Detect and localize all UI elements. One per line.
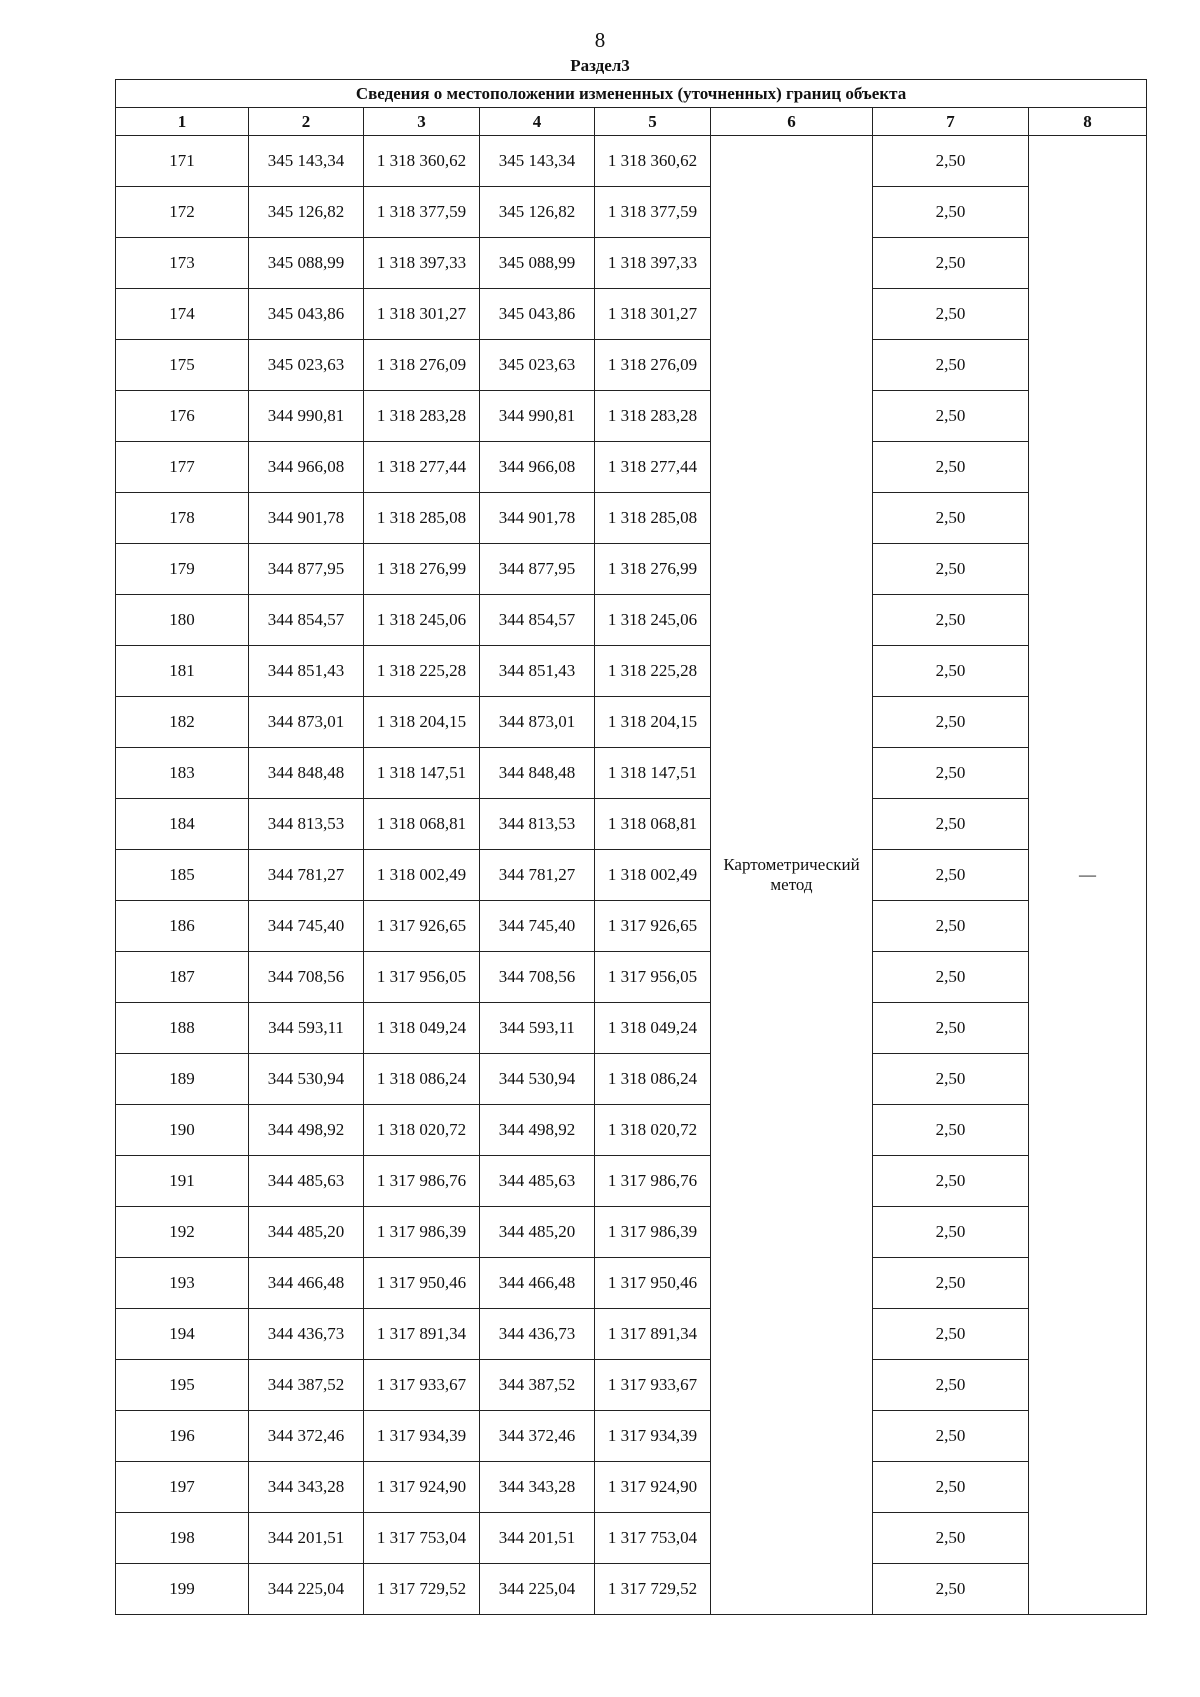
x-old-cell: 344 745,40 (249, 901, 364, 952)
y-new-cell: 1 318 283,28 (595, 391, 711, 442)
point-number-cell: 183 (116, 748, 249, 799)
accuracy-cell: 2,50 (873, 544, 1029, 595)
x-new-cell: 344 201,51 (480, 1513, 595, 1564)
x-new-cell: 344 966,08 (480, 442, 595, 493)
x-old-cell: 344 873,01 (249, 697, 364, 748)
x-new-cell: 344 498,92 (480, 1105, 595, 1156)
y-old-cell: 1 318 002,49 (364, 850, 480, 901)
table-row (116, 340, 1147, 391)
y-new-cell: 1 317 933,67 (595, 1360, 711, 1411)
column-number-3: 3 (364, 108, 480, 136)
y-new-cell: 1 318 086,24 (595, 1054, 711, 1105)
table-row (116, 850, 1147, 901)
x-old-cell: 344 990,81 (249, 391, 364, 442)
accuracy-cell: 2,50 (873, 1360, 1029, 1411)
x-old-cell: 344 343,28 (249, 1462, 364, 1513)
y-old-cell: 1 317 933,67 (364, 1360, 480, 1411)
table-row (116, 1564, 1147, 1615)
column-number-5: 5 (595, 108, 711, 136)
x-old-cell: 345 088,99 (249, 238, 364, 289)
accuracy-cell: 2,50 (873, 391, 1029, 442)
accuracy-cell: 2,50 (873, 799, 1029, 850)
y-old-cell: 1 318 068,81 (364, 799, 480, 850)
column-number-row (116, 108, 1147, 136)
accuracy-cell: 2,50 (873, 901, 1029, 952)
y-new-cell: 1 318 377,59 (595, 187, 711, 238)
point-number-cell: 196 (116, 1411, 249, 1462)
point-number-cell: 181 (116, 646, 249, 697)
x-old-cell: 344 813,53 (249, 799, 364, 850)
y-new-cell: 1 317 934,39 (595, 1411, 711, 1462)
x-new-cell: 344 745,40 (480, 901, 595, 952)
x-new-cell: 344 813,53 (480, 799, 595, 850)
page-number: 8 (594, 28, 606, 52)
x-new-cell: 344 990,81 (480, 391, 595, 442)
point-number-cell: 188 (116, 1003, 249, 1054)
y-new-cell: 1 318 147,51 (595, 748, 711, 799)
x-new-cell: 345 088,99 (480, 238, 595, 289)
x-old-cell: 344 851,43 (249, 646, 364, 697)
table-row (116, 1054, 1147, 1105)
accuracy-cell: 2,50 (873, 340, 1029, 391)
accuracy-cell: 2,50 (873, 187, 1029, 238)
y-new-cell: 1 317 891,34 (595, 1309, 711, 1360)
x-old-cell: 344 466,48 (249, 1258, 364, 1309)
x-new-cell: 344 873,01 (480, 697, 595, 748)
table-row (116, 1513, 1147, 1564)
y-new-cell: 1 318 360,62 (595, 136, 711, 187)
x-old-cell: 344 225,04 (249, 1564, 364, 1615)
x-new-cell: 344 372,46 (480, 1411, 595, 1462)
accuracy-cell: 2,50 (873, 646, 1029, 697)
y-old-cell: 1 318 276,09 (364, 340, 480, 391)
point-number-cell: 192 (116, 1207, 249, 1258)
x-new-cell: 344 485,20 (480, 1207, 595, 1258)
accuracy-cell: 2,50 (873, 595, 1029, 646)
y-old-cell: 1 318 283,28 (364, 391, 480, 442)
x-old-cell: 344 877,95 (249, 544, 364, 595)
table-caption-row (116, 80, 1147, 108)
y-old-cell: 1 317 926,65 (364, 901, 480, 952)
x-new-cell: 344 343,28 (480, 1462, 595, 1513)
y-old-cell: 1 318 086,24 (364, 1054, 480, 1105)
y-old-cell: 1 318 225,28 (364, 646, 480, 697)
accuracy-cell: 2,50 (873, 1411, 1029, 1462)
y-old-cell: 1 317 924,90 (364, 1462, 480, 1513)
x-new-cell: 344 387,52 (480, 1360, 595, 1411)
column-number-6: 6 (711, 108, 873, 136)
point-number-cell: 177 (116, 442, 249, 493)
point-number-cell: 191 (116, 1156, 249, 1207)
y-new-cell: 1 318 277,44 (595, 442, 711, 493)
accuracy-cell: 2,50 (873, 1513, 1029, 1564)
y-old-cell: 1 318 360,62 (364, 136, 480, 187)
y-old-cell: 1 318 020,72 (364, 1105, 480, 1156)
y-new-cell: 1 318 276,09 (595, 340, 711, 391)
table-row (116, 748, 1147, 799)
point-number-cell: 186 (116, 901, 249, 952)
y-new-cell: 1 317 986,76 (595, 1156, 711, 1207)
x-new-cell: 344 225,04 (480, 1564, 595, 1615)
y-old-cell: 1 318 245,06 (364, 595, 480, 646)
x-old-cell: 344 485,63 (249, 1156, 364, 1207)
x-old-cell: 344 201,51 (249, 1513, 364, 1564)
y-new-cell: 1 318 049,24 (595, 1003, 711, 1054)
accuracy-cell: 2,50 (873, 1258, 1029, 1309)
boundary-coordinates-table (115, 79, 1147, 1615)
y-new-cell: 1 318 020,72 (595, 1105, 711, 1156)
x-old-cell: 345 043,86 (249, 289, 364, 340)
x-old-cell: 344 387,52 (249, 1360, 364, 1411)
x-old-cell: 344 901,78 (249, 493, 364, 544)
point-number-cell: 199 (116, 1564, 249, 1615)
table-row (116, 493, 1147, 544)
y-old-cell: 1 318 276,99 (364, 544, 480, 595)
y-old-cell: 1 318 049,24 (364, 1003, 480, 1054)
accuracy-cell: 2,50 (873, 136, 1029, 187)
point-number-cell: 184 (116, 799, 249, 850)
x-new-cell: 344 530,94 (480, 1054, 595, 1105)
y-new-cell: 1 318 245,06 (595, 595, 711, 646)
x-new-cell: 344 851,43 (480, 646, 595, 697)
column-number-1: 1 (116, 108, 249, 136)
column-number-8: 8 (1029, 108, 1147, 136)
x-new-cell: 345 143,34 (480, 136, 595, 187)
x-new-cell: 344 466,48 (480, 1258, 595, 1309)
table-row (116, 1258, 1147, 1309)
y-old-cell: 1 318 204,15 (364, 697, 480, 748)
accuracy-cell: 2,50 (873, 952, 1029, 1003)
table-row (116, 646, 1147, 697)
column-number-7: 7 (873, 108, 1029, 136)
y-new-cell: 1 317 729,52 (595, 1564, 711, 1615)
table-row (116, 595, 1147, 646)
x-new-cell: 344 708,56 (480, 952, 595, 1003)
point-number-cell: 172 (116, 187, 249, 238)
accuracy-cell: 2,50 (873, 1105, 1029, 1156)
method-cell: Картометрический метод (711, 136, 873, 1615)
y-old-cell: 1 317 729,52 (364, 1564, 480, 1615)
x-old-cell: 344 848,48 (249, 748, 364, 799)
y-new-cell: 1 317 956,05 (595, 952, 711, 1003)
point-number-cell: 182 (116, 697, 249, 748)
table-row (116, 901, 1147, 952)
accuracy-cell: 2,50 (873, 1054, 1029, 1105)
x-old-cell: 345 143,34 (249, 136, 364, 187)
table-row (116, 1105, 1147, 1156)
y-old-cell: 1 317 956,05 (364, 952, 480, 1003)
point-number-cell: 193 (116, 1258, 249, 1309)
point-number-cell: 176 (116, 391, 249, 442)
x-new-cell: 344 781,27 (480, 850, 595, 901)
accuracy-cell: 2,50 (873, 1462, 1029, 1513)
table-row (116, 1309, 1147, 1360)
accuracy-cell: 2,50 (873, 289, 1029, 340)
column-number-2: 2 (249, 108, 364, 136)
accuracy-cell: 2,50 (873, 1207, 1029, 1258)
y-new-cell: 1 318 002,49 (595, 850, 711, 901)
y-old-cell: 1 317 934,39 (364, 1411, 480, 1462)
x-old-cell: 344 530,94 (249, 1054, 364, 1105)
table-row (116, 1462, 1147, 1513)
x-new-cell: 344 877,95 (480, 544, 595, 595)
y-new-cell: 1 317 986,39 (595, 1207, 711, 1258)
table-row (116, 1003, 1147, 1054)
y-new-cell: 1 318 285,08 (595, 493, 711, 544)
y-new-cell: 1 318 276,99 (595, 544, 711, 595)
y-old-cell: 1 318 377,59 (364, 187, 480, 238)
y-old-cell: 1 318 397,33 (364, 238, 480, 289)
x-new-cell: 344 593,11 (480, 1003, 595, 1054)
x-old-cell: 345 126,82 (249, 187, 364, 238)
table-row (116, 238, 1147, 289)
y-old-cell: 1 317 891,34 (364, 1309, 480, 1360)
y-old-cell: 1 318 285,08 (364, 493, 480, 544)
table-row (116, 1207, 1147, 1258)
point-number-cell: 173 (116, 238, 249, 289)
point-number-cell: 175 (116, 340, 249, 391)
point-number-cell: 179 (116, 544, 249, 595)
x-new-cell: 345 043,86 (480, 289, 595, 340)
accuracy-cell: 2,50 (873, 850, 1029, 901)
point-number-cell: 190 (116, 1105, 249, 1156)
table-row (116, 136, 1147, 187)
y-old-cell: 1 318 301,27 (364, 289, 480, 340)
table-row (116, 187, 1147, 238)
y-old-cell: 1 317 986,76 (364, 1156, 480, 1207)
table-body (116, 136, 1147, 1615)
y-old-cell: 1 317 753,04 (364, 1513, 480, 1564)
table-row (116, 697, 1147, 748)
y-old-cell: 1 318 147,51 (364, 748, 480, 799)
x-old-cell: 345 023,63 (249, 340, 364, 391)
y-new-cell: 1 317 950,46 (595, 1258, 711, 1309)
x-new-cell: 345 023,63 (480, 340, 595, 391)
table-caption: Сведения о местоположении измененных (уточненных) границ объекта (116, 80, 1147, 108)
table-row (116, 391, 1147, 442)
x-old-cell: 344 436,73 (249, 1309, 364, 1360)
x-new-cell: 344 901,78 (480, 493, 595, 544)
y-new-cell: 1 317 753,04 (595, 1513, 711, 1564)
point-number-cell: 189 (116, 1054, 249, 1105)
point-number-cell: 185 (116, 850, 249, 901)
x-new-cell: 344 854,57 (480, 595, 595, 646)
column-8-cell: — (1029, 136, 1147, 1615)
x-new-cell: 345 126,82 (480, 187, 595, 238)
table-row (116, 1411, 1147, 1462)
y-old-cell: 1 317 950,46 (364, 1258, 480, 1309)
y-new-cell: 1 318 068,81 (595, 799, 711, 850)
accuracy-cell: 2,50 (873, 442, 1029, 493)
table-row (116, 952, 1147, 1003)
y-new-cell: 1 318 301,27 (595, 289, 711, 340)
point-number-cell: 171 (116, 136, 249, 187)
x-old-cell: 344 781,27 (249, 850, 364, 901)
accuracy-cell: 2,50 (873, 1003, 1029, 1054)
x-new-cell: 344 436,73 (480, 1309, 595, 1360)
y-new-cell: 1 317 926,65 (595, 901, 711, 952)
point-number-cell: 194 (116, 1309, 249, 1360)
x-old-cell: 344 966,08 (249, 442, 364, 493)
table-row (116, 799, 1147, 850)
accuracy-cell: 2,50 (873, 1564, 1029, 1615)
y-new-cell: 1 318 204,15 (595, 697, 711, 748)
point-number-cell: 195 (116, 1360, 249, 1411)
x-old-cell: 344 485,20 (249, 1207, 364, 1258)
x-new-cell: 344 485,63 (480, 1156, 595, 1207)
y-old-cell: 1 317 986,39 (364, 1207, 480, 1258)
x-new-cell: 344 848,48 (480, 748, 595, 799)
accuracy-cell: 2,50 (873, 748, 1029, 799)
point-number-cell: 187 (116, 952, 249, 1003)
table-row (116, 442, 1147, 493)
point-number-cell: 180 (116, 595, 249, 646)
point-number-cell: 198 (116, 1513, 249, 1564)
accuracy-cell: 2,50 (873, 493, 1029, 544)
x-old-cell: 344 854,57 (249, 595, 364, 646)
x-old-cell: 344 372,46 (249, 1411, 364, 1462)
x-old-cell: 344 498,92 (249, 1105, 364, 1156)
column-number-4: 4 (480, 108, 595, 136)
point-number-cell: 197 (116, 1462, 249, 1513)
table-row (116, 289, 1147, 340)
y-new-cell: 1 317 924,90 (595, 1462, 711, 1513)
y-new-cell: 1 318 397,33 (595, 238, 711, 289)
accuracy-cell: 2,50 (873, 1309, 1029, 1360)
point-number-cell: 178 (116, 493, 249, 544)
accuracy-cell: 2,50 (873, 697, 1029, 748)
accuracy-cell: 2,50 (873, 238, 1029, 289)
y-new-cell: 1 318 225,28 (595, 646, 711, 697)
table-row (116, 544, 1147, 595)
table-row (116, 1360, 1147, 1411)
y-old-cell: 1 318 277,44 (364, 442, 480, 493)
x-old-cell: 344 593,11 (249, 1003, 364, 1054)
table-row (116, 1156, 1147, 1207)
point-number-cell: 174 (116, 289, 249, 340)
accuracy-cell: 2,50 (873, 1156, 1029, 1207)
x-old-cell: 344 708,56 (249, 952, 364, 1003)
section-title: Раздел3 (570, 56, 630, 75)
